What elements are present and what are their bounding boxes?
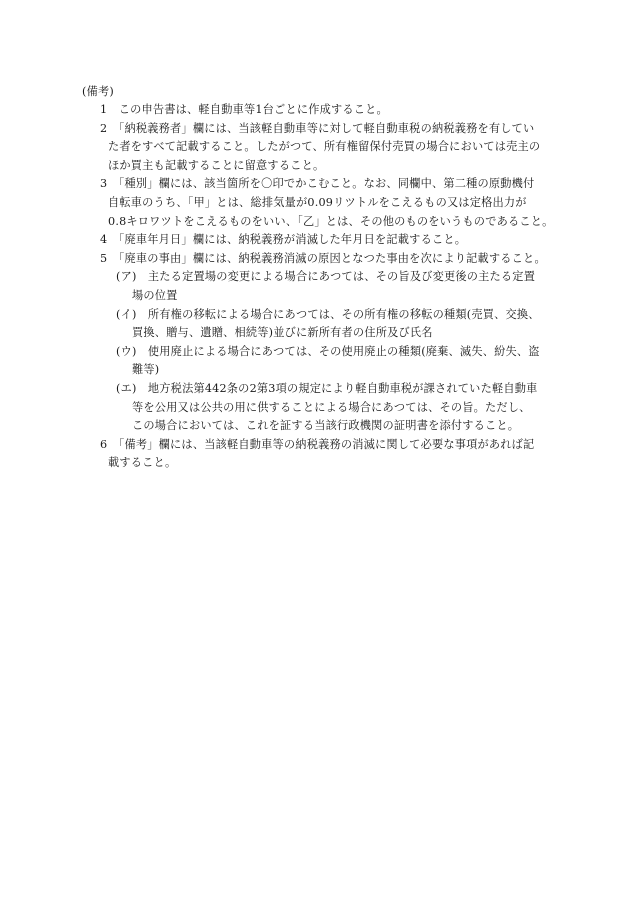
- remark-2: 2 「納税義務者」欄には、当該軽自動車等に対して軽自動車税の納税義務を有してい: [100, 121, 535, 135]
- remark-6-cont: 載すること。: [108, 456, 177, 470]
- remark-3-cont: 0.8キロワツトをこえるものをいい、「乙」とは、その他のものをいうものであること。: [108, 214, 554, 228]
- remark-5-d-cont: 等を公用又は公共の用に供することによる場合にあつては、その旨。ただし、: [132, 400, 531, 414]
- remark-1: 1 この申告書は、軽自動車等1台ごとに作成すること。: [100, 103, 388, 116]
- remark-5-c-cont: 難等): [132, 363, 160, 377]
- remark-5-a-cont: 場の位置: [132, 288, 178, 302]
- remark-3: 3 「種別」欄には、該当箇所を〇印でかこむこと。なお、同欄中、第二種の原動機付: [100, 177, 535, 191]
- remark-5-d: (エ) 地方税法第442条の2第3項の規定により軽自動車税が課されていた軽自動車: [116, 381, 538, 395]
- remark-6: 6 「備考」欄には、当該軽自動車等の納税義務の消滅に関して必要な事項があれば記: [100, 437, 535, 451]
- remark-2-cont: ほか買主も記載することに留意すること。: [108, 158, 325, 172]
- remark-2-cont: た者をすべて記載すること。したがつて、所有権留保付売買の場合においては売主の: [108, 140, 541, 154]
- remark-5-b: (イ) 所有権の移転による場合にあつては、その所有権の移転の種類(売買、交換、: [116, 307, 540, 321]
- remarks-section: [82, 82, 552, 473]
- remark-4: 4 「廃車年月日」欄には、納税義務が消滅した年月日を記載すること。: [100, 233, 467, 247]
- remark-5-a: (ア) 主たる定置場の変更による場合にあつては、その旨及び変更後の主たる定置: [116, 270, 536, 284]
- remark-5-b-cont: 買換、贈与、遺贈、相続等)並びに新所有者の住所及び氏名: [132, 326, 433, 340]
- remark-5-c: (ウ) 使用廃止による場合にあつては、その使用廃止の種類(廃棄、滅失、紛失、盗: [116, 344, 540, 358]
- remark-5-d-cont: この場合においては、これを証する当該行政機関の証明書を添付すること。: [132, 419, 520, 433]
- remarks-heading: (備考): [82, 85, 114, 98]
- remark-3-cont: 自転車のうち、「甲」とは、総排気量が0.09リツトルをこえるもの又は定格出力が: [108, 195, 527, 209]
- remark-5: 5 「廃車の事由」欄には、納税義務消滅の原因となつた事由を次により記載すること。: [100, 251, 546, 265]
